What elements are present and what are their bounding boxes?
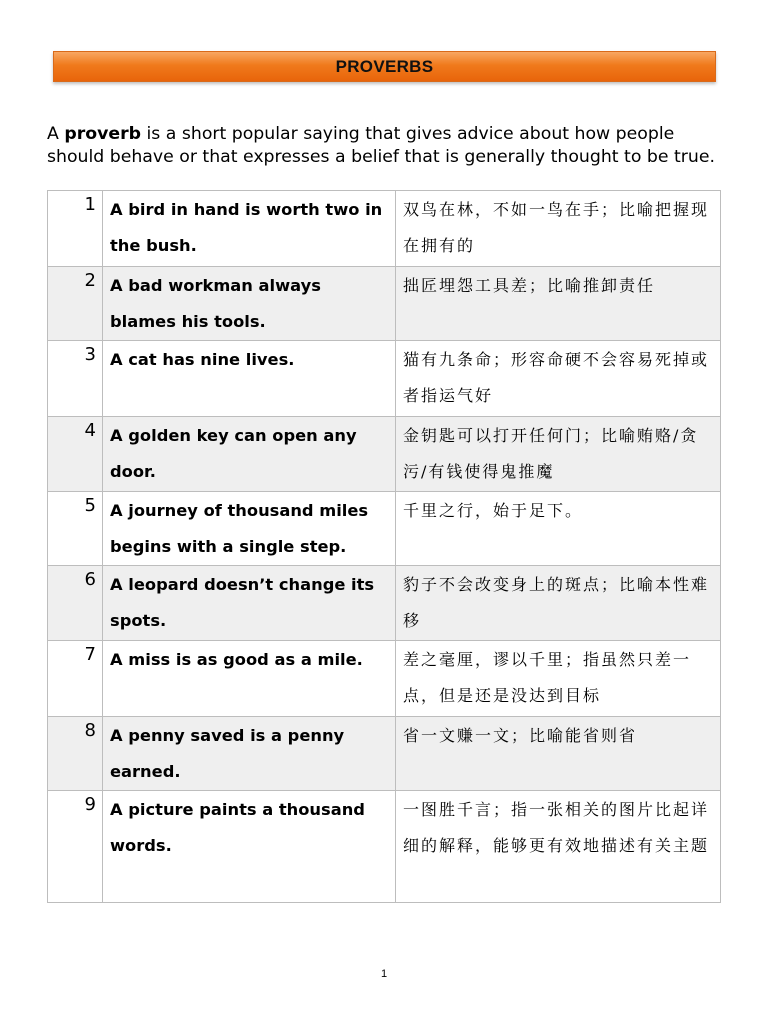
- row-number: 1: [48, 191, 103, 267]
- proverb-chinese: 一图胜千言；指一张相关的图片比起详细的解释，能够更有效地描述有关主题: [396, 791, 721, 903]
- row-number: 7: [48, 641, 103, 717]
- row-number: 2: [48, 267, 103, 341]
- page-number: 1: [380, 968, 388, 980]
- table-row: [48, 791, 721, 903]
- proverb-english: A bad workman always blames his tools.: [103, 267, 396, 341]
- intro-term: proverb: [64, 124, 141, 145]
- row-number: 4: [48, 417, 103, 492]
- title-banner: [53, 51, 716, 82]
- proverb-english: A cat has nine lives.: [103, 341, 396, 417]
- table-row: [48, 417, 721, 492]
- proverb-english: A journey of thousand miles begins with a single step.: [103, 492, 396, 566]
- proverb-chinese: 豹子不会改变身上的斑点；比喻本性难移: [396, 566, 721, 641]
- row-number: 6: [48, 566, 103, 641]
- intro-paragraph: [47, 123, 727, 168]
- row-number: 8: [48, 717, 103, 791]
- proverb-chinese: 省一文赚一文；比喻能省则省: [396, 717, 721, 791]
- proverb-english: A golden key can open any door.: [103, 417, 396, 492]
- proverb-chinese: 金钥匙可以打开任何门；比喻贿赂/贪污/有钱使得鬼推魔: [396, 417, 721, 492]
- proverb-chinese: 千里之行，始于足下。: [396, 492, 721, 566]
- table-row: [48, 267, 721, 341]
- table-row: [48, 492, 721, 566]
- table-row: [48, 641, 721, 717]
- proverbs-table: [47, 190, 721, 903]
- proverb-english: A leopard doesn’t change its spots.: [103, 566, 396, 641]
- intro-rest: is a short popular saying that gives advice about how people should behave or that expresses a belief that is generally thought to be true.: [47, 124, 715, 167]
- table-row: [48, 341, 721, 417]
- proverb-english: A miss is as good as a mile.: [103, 641, 396, 717]
- proverb-chinese: 拙匠埋怨工具差；比喻推卸责任: [396, 267, 721, 341]
- proverb-chinese: 双鸟在林，不如一鸟在手；比喻把握现在拥有的: [396, 191, 721, 267]
- proverb-english: A picture paints a thousand words.: [103, 791, 396, 903]
- table-row: [48, 566, 721, 641]
- proverb-english: A bird in hand is worth two in the bush.: [103, 191, 396, 267]
- proverb-chinese: 差之毫厘，谬以千里；指虽然只差一点，但是还是没达到目标: [396, 641, 721, 717]
- table-row: [48, 191, 721, 267]
- row-number: 5: [48, 492, 103, 566]
- page-title: PROVERBS: [335, 56, 434, 76]
- intro-prefix: A: [47, 124, 65, 145]
- proverb-english: A penny saved is a penny earned.: [103, 717, 396, 791]
- table-row: [48, 717, 721, 791]
- row-number: 9: [48, 791, 103, 903]
- row-number: 3: [48, 341, 103, 417]
- proverb-chinese: 猫有九条命；形容命硬不会容易死掉或者指运气好: [396, 341, 721, 417]
